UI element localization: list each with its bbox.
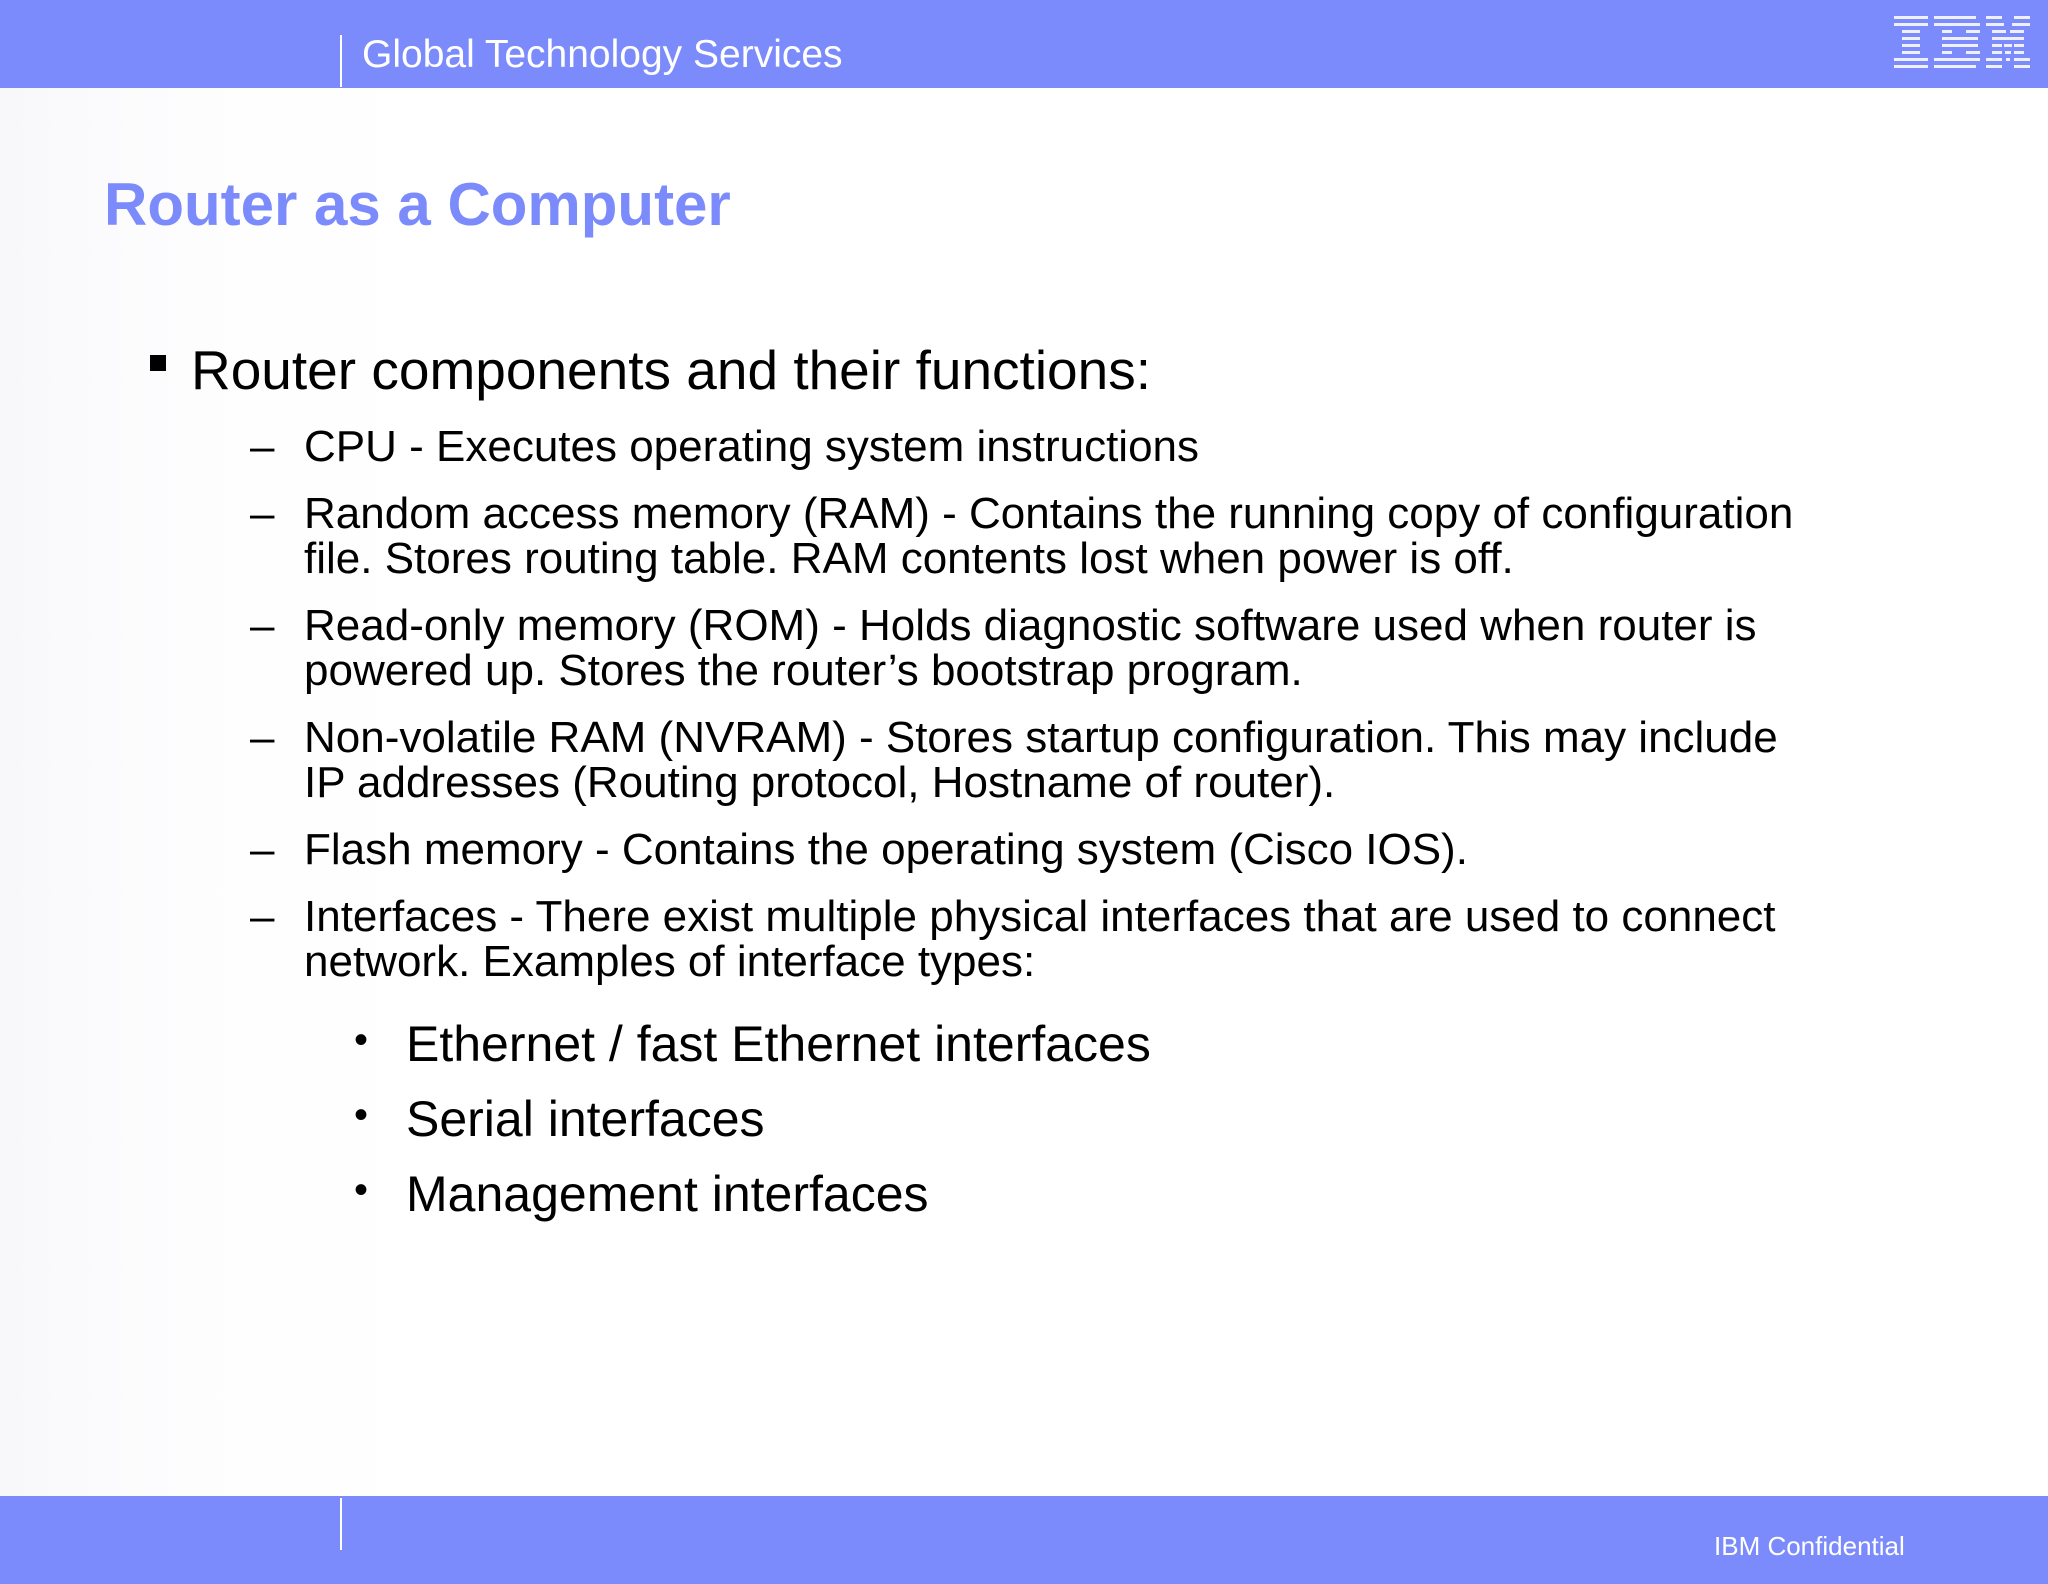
list-item <box>354 1164 1754 1224</box>
component-ram-text: Random access memory (RAM) - Contains the running copy of configuration file. Stores routing table. RAM contents lost when power is off. <box>304 489 1794 583</box>
list-item <box>250 603 1950 693</box>
interface-type-text: Serial interfaces <box>406 1091 765 1147</box>
main-bullet-text: Router components and their functions: <box>191 339 1152 401</box>
component-interfaces-text: Interfaces - There exist multiple physical interfaces that are used to connect network. Examples of interface types: <box>304 892 1776 986</box>
component-cpu-text: CPU - Executes operating system instructions <box>304 422 1200 471</box>
component-rom-text: Read-only memory (ROM) - Holds diagnostic software used when router is powered up. Stores the router’s bootstrap program. <box>304 601 1757 695</box>
header-divider <box>340 35 342 87</box>
list-item <box>354 1014 1754 1074</box>
dash-bullet-icon: – <box>250 713 275 762</box>
list-item <box>250 894 1950 984</box>
dash-bullet-icon: – <box>250 489 275 538</box>
component-nvram-text: Non-volatile RAM (NVRAM) - Stores startup configuration. This may include IP addresses (Routing protocol, Hostname of router). <box>304 713 1778 807</box>
dot-bullet-icon: • <box>354 1093 369 1137</box>
list-item <box>250 715 1950 805</box>
components-list <box>250 424 1950 1006</box>
dash-bullet-icon: – <box>250 422 275 471</box>
dot-bullet-icon: • <box>354 1018 369 1062</box>
slide-title: Router as a Computer <box>104 171 731 238</box>
component-flash-text: Flash memory - Contains the operating system (Cisco IOS). <box>304 825 1468 874</box>
square-bullet-icon <box>150 355 166 371</box>
footer-divider <box>340 1498 342 1550</box>
list-item <box>354 1089 1754 1149</box>
dash-bullet-icon: – <box>250 825 275 874</box>
dash-bullet-icon: – <box>250 892 275 941</box>
list-item <box>250 424 1950 469</box>
list-item <box>250 491 1950 581</box>
interface-type-text: Management interfaces <box>406 1166 929 1222</box>
list-item <box>250 827 1950 872</box>
interface-types-list <box>354 1014 1754 1239</box>
dot-bullet-icon: • <box>354 1168 369 1212</box>
header-bar <box>0 0 2048 88</box>
interface-type-text: Ethernet / fast Ethernet interfaces <box>406 1016 1151 1072</box>
ibm-logo <box>1894 14 2030 72</box>
confidentiality-label: IBM Confidential <box>1714 1531 1905 1561</box>
dash-bullet-icon: – <box>250 601 275 650</box>
header-title: Global Technology Services <box>362 33 843 76</box>
